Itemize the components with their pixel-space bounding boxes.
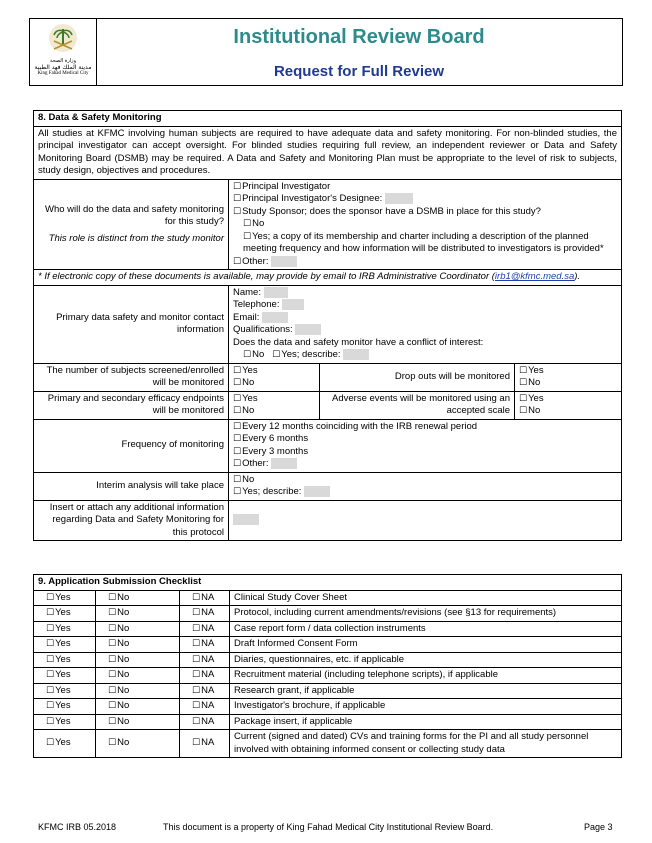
checkbox-icon[interactable] (46, 685, 55, 696)
opt-study-sponsor[interactable]: ☐ Study Sponsor; does the sponsor have a DSMB in place for this study? (233, 206, 617, 219)
checklist-row (34, 668, 622, 684)
checkbox-icon[interactable] (192, 700, 201, 711)
checkbox-label: No (117, 700, 130, 711)
checkbox-icon[interactable] (108, 669, 117, 680)
checklist-na[interactable] (180, 637, 230, 653)
checklist-item-label: Recruitment material (including telephone scripts), if applicable (230, 668, 622, 684)
checklist-no[interactable] (96, 714, 180, 730)
opt-sponsor-no[interactable]: ☐ No (233, 218, 617, 231)
telephone-field[interactable] (282, 299, 304, 310)
checkbox-label: No (117, 653, 130, 665)
checklist-no[interactable] (96, 730, 180, 758)
checkbox-icon[interactable] (192, 607, 201, 618)
checklist-yes[interactable] (34, 699, 96, 715)
checkbox-label: NA (201, 700, 215, 711)
checklist-yes[interactable] (34, 590, 96, 606)
logo-arabic-name: مدينة الملك فهد الطبية (34, 64, 92, 71)
checkbox-icon[interactable] (108, 607, 117, 618)
checkbox-icon[interactable] (46, 623, 55, 634)
interim-no[interactable]: ☐ No (233, 474, 617, 487)
contact-label: Primary data safety and monitor contact information (34, 285, 229, 363)
checklist-row (34, 699, 622, 715)
checklist-no[interactable] (96, 683, 180, 699)
section9-heading: 9. Application Submission Checklist (34, 575, 622, 591)
checklist-na[interactable] (180, 714, 230, 730)
checklist-yes[interactable] (34, 621, 96, 637)
checklist-yes[interactable] (34, 683, 96, 699)
logo (30, 19, 97, 85)
checkbox-icon[interactable] (192, 638, 201, 649)
conflict-yes[interactable]: ☐ Yes; describe: (272, 349, 340, 360)
page-title: Institutional Review Board (233, 26, 485, 48)
freq-6-months[interactable]: ☐ Every 6 months (233, 433, 617, 446)
designee-field[interactable] (385, 193, 413, 204)
checkbox-icon[interactable] (46, 700, 55, 711)
checklist-item-label: Package insert, if applicable (230, 714, 622, 730)
who-monitors-label: Who will do the data and safety monitoring for this study? (44, 203, 224, 228)
checkbox-label: Yes (55, 669, 71, 680)
dropouts-label: Drop outs will be monitored (320, 363, 515, 391)
checkbox-label: No (117, 607, 130, 618)
additional-info-cell (229, 500, 622, 541)
conflict-describe-field[interactable] (343, 349, 369, 360)
other-field[interactable] (271, 256, 297, 267)
name-field[interactable] (264, 287, 288, 298)
checklist-na[interactable] (180, 606, 230, 622)
checkbox-label: Yes (55, 653, 71, 665)
checklist-item-label: Current (signed and dated) CVs and training forms for the PI and all study personnel involved with obtaining informed consent or collecting study data (230, 730, 622, 758)
checkbox-label: Yes (55, 607, 71, 618)
checklist-row (34, 683, 622, 699)
checkbox-label: Yes (55, 591, 71, 603)
who-monitors-options (229, 179, 622, 270)
checkbox-label: NA (201, 653, 215, 665)
checklist-no[interactable] (96, 668, 180, 684)
irb-email-link[interactable]: irb1@kfmc.med.sa (494, 271, 575, 283)
email-field[interactable] (262, 312, 288, 323)
page-subtitle: Request for Full Review (273, 63, 445, 80)
checkbox-label: Yes (55, 622, 71, 634)
checkbox-icon[interactable] (108, 685, 117, 696)
checkbox-icon[interactable] (192, 669, 201, 680)
adverse-label: Adverse events will be monitored using an accepted scale (320, 391, 515, 419)
checkbox-icon[interactable] (46, 592, 55, 603)
freq-12-months[interactable]: ☐ Every 12 months coinciding with the IRB renewal period (233, 421, 617, 434)
freq-3-months[interactable]: ☐ Every 3 months (233, 446, 617, 459)
additional-info-label: Insert or attach any additional information regarding Data and Safety Monitoring for this protocol (34, 500, 229, 541)
checklist-no[interactable] (96, 652, 180, 668)
adverse-yes[interactable]: ☐ Yes (519, 393, 617, 406)
header (29, 18, 623, 86)
checkbox-label: No (117, 638, 130, 649)
checklist-na[interactable] (180, 668, 230, 684)
checkbox-label: NA (201, 715, 215, 727)
checklist-na[interactable] (180, 699, 230, 715)
conflict-no[interactable]: ☐ No (243, 349, 264, 360)
checkbox-icon[interactable] (192, 716, 201, 727)
footer-right: Page 3 (584, 822, 613, 832)
who-monitors-note: This role is distinct from the study monitor (48, 232, 224, 244)
checklist-na[interactable] (180, 652, 230, 668)
checkbox-icon[interactable] (192, 654, 201, 665)
checkbox-label: No (117, 737, 130, 749)
checkbox-icon[interactable] (46, 737, 55, 748)
dropouts-options (515, 363, 622, 391)
checkbox-icon[interactable] (192, 592, 201, 603)
checkbox-icon[interactable] (108, 638, 117, 649)
opt-pi-designee[interactable]: ☐ Principal Investigator's Designee: (233, 193, 617, 206)
who-monitors-label-cell (34, 179, 229, 270)
checkbox-icon[interactable] (192, 623, 201, 634)
section9-table (33, 574, 622, 758)
subjects-no[interactable]: ☐ No (233, 377, 315, 390)
checkbox-label: No (117, 715, 130, 727)
checklist-row (34, 590, 622, 606)
checklist-yes[interactable] (34, 668, 96, 684)
dropouts-no[interactable]: ☐ No (519, 377, 617, 390)
checklist-no[interactable] (96, 699, 180, 715)
checkbox-icon[interactable] (108, 623, 117, 634)
checkbox-label: No (117, 684, 130, 696)
checklist-row (34, 730, 622, 758)
checklist-no[interactable] (96, 637, 180, 653)
endpoints-no[interactable]: ☐ No (233, 405, 315, 418)
checklist-row (34, 652, 622, 668)
checkbox-label: NA (201, 684, 215, 696)
adverse-options (515, 391, 622, 419)
endpoints-options (229, 391, 320, 419)
checkbox-label: NA (201, 591, 215, 603)
opt-principal-investigator[interactable]: ☐ Principal Investigator (233, 181, 617, 194)
checkbox-label: No (117, 591, 130, 603)
checkbox-icon[interactable] (46, 654, 55, 665)
checklist-yes[interactable] (34, 637, 96, 653)
checklist-na[interactable] (180, 590, 230, 606)
interim-describe-field[interactable] (304, 486, 330, 497)
checklist-item-label: Investigator's brochure, if applicable (230, 699, 622, 715)
checkbox-icon[interactable] (108, 716, 117, 727)
checklist-na[interactable] (180, 730, 230, 758)
checkbox-icon[interactable] (46, 607, 55, 618)
checklist-na[interactable] (180, 621, 230, 637)
checkbox-label: NA (201, 622, 215, 634)
checkbox-label: No (117, 669, 130, 680)
checklist-no[interactable] (96, 621, 180, 637)
endpoints-label: Primary and secondary efficacy endpoints will be monitored (34, 391, 229, 419)
checkbox-icon[interactable] (108, 592, 117, 603)
checklist-no[interactable] (96, 606, 180, 622)
conflict-question: Does the data and safety monitor have a conflict of interest: (233, 336, 484, 348)
checkbox-label: NA (201, 669, 215, 680)
contact-fields: Name: Telephone: Email: Qualifications: Does the data and safety monitor have a conflict of interest: ☐ No ☐ Yes; describe: (229, 285, 622, 363)
checklist-item-label: Case report form / data collection instruments (230, 621, 622, 637)
checklist-na[interactable] (180, 683, 230, 699)
frequency-label: Frequency of monitoring (34, 419, 229, 472)
endpoints-yes[interactable]: ☐ Yes (233, 393, 315, 406)
interim-yes[interactable]: ☐ Yes; describe: (233, 486, 617, 499)
logo-english: King Fahad Medical City (37, 71, 89, 76)
logo-arabic-top: وزارة الصحة (50, 58, 76, 64)
checkbox-label: NA (201, 737, 215, 749)
checklist-item-label: Clinical Study Cover Sheet (230, 590, 622, 606)
frequency-options (229, 419, 622, 472)
checklist-item-label: Protocol, including current amendments/revisions (see §13 for requirements) (230, 606, 622, 622)
checklist-no[interactable] (96, 590, 180, 606)
section8-table (33, 110, 622, 541)
opt-sponsor-yes[interactable]: ☐ Yes; a copy of its membership and charter including a description of the planned meeting frequency and how information will be distributed to investigators is provided* (233, 231, 617, 256)
checklist-row (34, 621, 622, 637)
footer-center: This document is a property of King Fahad Medical City Institutional Review Board. (163, 822, 494, 832)
additional-info-field[interactable] (233, 514, 259, 525)
checkbox-icon[interactable] (192, 685, 201, 696)
checklist-yes[interactable] (34, 606, 96, 622)
checkbox-icon[interactable] (108, 654, 117, 665)
checkbox-label: Yes (55, 700, 71, 711)
checkbox-icon[interactable] (46, 638, 55, 649)
checklist-row (34, 714, 622, 730)
checklist-yes[interactable] (34, 714, 96, 730)
checkbox-label: NA (201, 638, 215, 649)
checkbox-label: Yes (55, 684, 71, 696)
dropouts-yes[interactable]: ☐ Yes (519, 365, 617, 378)
checklist-item-label: Diaries, questionnaires, etc. if applicable (230, 652, 622, 668)
subjects-label: The number of subjects screened/enrolled will be monitored (34, 363, 229, 391)
footnote: * If electronic copy of these documents is available, may provide by email to IRB Administrative Coordinator (irb1@kfmc.med.sa). (34, 270, 622, 286)
checkbox-label: Yes (55, 638, 71, 649)
footer-left: KFMC IRB 05.2018 (38, 822, 117, 832)
checkbox-label: NA (201, 607, 215, 618)
checkbox-label: Yes (55, 715, 71, 727)
checkbox-icon[interactable] (192, 737, 201, 748)
interim-label: Interim analysis will take place (34, 472, 229, 500)
checkbox-icon[interactable] (46, 716, 55, 727)
qualifications-field[interactable] (295, 324, 321, 335)
checklist-item-label: Research grant, if applicable (230, 683, 622, 699)
subjects-options (229, 363, 320, 391)
checkbox-icon[interactable] (108, 700, 117, 711)
checklist-row (34, 606, 622, 622)
palm-swords-emblem-icon (48, 23, 78, 55)
checkbox-label: Yes (55, 737, 71, 749)
checklist-row (34, 637, 622, 653)
checklist-yes[interactable] (34, 652, 96, 668)
checkbox-icon[interactable] (46, 669, 55, 680)
section8-heading: 8. Data & Safety Monitoring (34, 111, 622, 127)
freq-other-field[interactable] (271, 458, 297, 469)
checklist-yes[interactable] (34, 730, 96, 758)
checkbox-icon[interactable] (108, 737, 117, 748)
opt-other[interactable]: ☐ Other: (233, 256, 617, 269)
freq-other[interactable]: ☐ Other: (233, 458, 617, 471)
checklist-item-label: Draft Informed Consent Form (230, 637, 622, 653)
section8-intro: All studies at KFMC involving human subjects are required to have adequate data and safety monitoring. For non-blinded studies, the principal investigator can accept oversight. For blinded studies requiring full review, an independent reviewer or Data and Safety Monitoring Board (DSMB) may be required. A Data and Safety and Monitoring Plan must be appropriate to the level of risk to subjects, study design, objectives and procedures. (34, 126, 622, 179)
adverse-no[interactable]: ☐ No (519, 405, 617, 418)
interim-options (229, 472, 622, 500)
checkbox-label: No (117, 622, 130, 634)
subjects-yes[interactable]: ☐ Yes (233, 365, 315, 378)
